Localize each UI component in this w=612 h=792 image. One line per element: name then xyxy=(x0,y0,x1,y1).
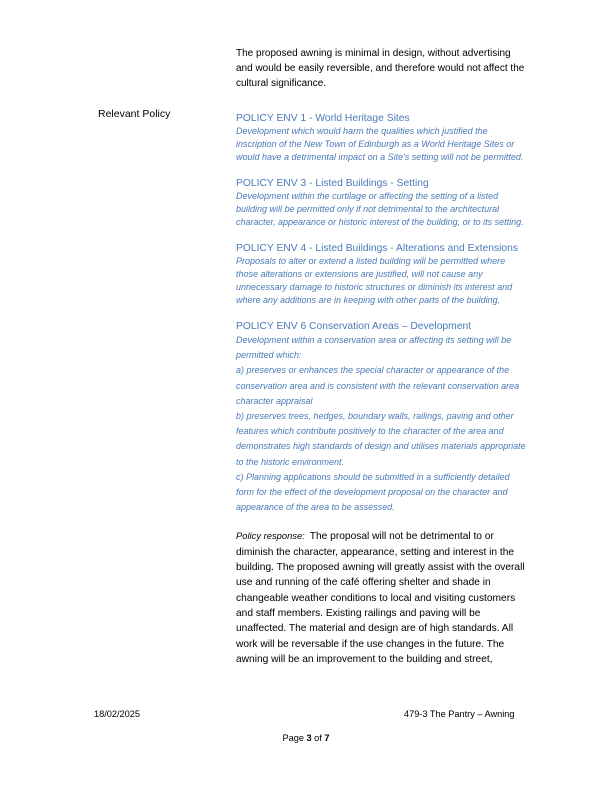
policy-clause-c: c) Planning applications should be submitted in a sufficiently detailed form for the effect of the development proposal on the character and appearance of the area to be assessed. xyxy=(236,471,510,513)
page-of: of xyxy=(311,733,325,743)
page-total: 7 xyxy=(324,733,330,743)
policy-env1 xyxy=(236,112,528,164)
policy-body: Proposals to alter or extend a listed building will be permitted where those alterations or extensions are justified, will not cause any unnecessary damage to historic structures or diminish its interest and where any additions are in keeping with other parts of the building. xyxy=(236,256,513,305)
policy-clause-b: b) preserves trees, hedges, boundary walls, railings, paving and other features which contribute positively to the character of the area and demonstrates high standards of design and utilises materials appropriate to the historic environment. xyxy=(236,411,526,467)
page-number xyxy=(0,733,612,743)
policy-env6 xyxy=(236,320,528,515)
footer-date: 18/02/2025 xyxy=(94,709,140,719)
policy-env3 xyxy=(236,177,528,229)
page-current: 3 xyxy=(306,733,312,743)
content-column xyxy=(236,46,528,667)
policy-title: POLICY ENV 3 - Listed Buildings - Setting xyxy=(236,178,429,189)
policy-body-line: Development within a conservation area or affecting its setting will be permitted which: xyxy=(236,335,512,361)
policy-body: Development within the curtilage or affecting the setting of a listed building will be permitted only if not detrimental to the architectural character, appearance or historic interest of the building, or to its setting. xyxy=(236,191,524,227)
policy-response-lead: Policy response: xyxy=(236,530,305,542)
policy-title: POLICY ENV 6 Conservation Areas – Development xyxy=(236,321,472,332)
intro-paragraph: The proposed awning is minimal in design, without advertising and would be easily reversible, and therefore would not affect the cultural significance. xyxy=(236,48,525,89)
policy-response-text: The proposal will not be detrimental to or diminish the character, appearance, setting and interest in the building. The proposed awning will greatly assist with the overall use and running of the café offering shelter and shade in changeable weather conditions to local and visiting customers and staff members. Existing railings and paving will be unaffected. The material and design are of high standards. All work will be reversable if the use changes in the future. The awning will be an improvement to the building and street, xyxy=(236,531,525,665)
policy-body: Development which would harm the qualities which justified the inscription of the New Town of Edinburgh as a World Heritage Sites or would have a detrimental impact on a Site's setting will not be permitted. xyxy=(236,126,524,162)
policy-response xyxy=(236,528,528,667)
policy-clause-a: a) preserves or enhances the special character or appearance of the conservation area and is consistent with the relevant conservation area character appraisal xyxy=(236,365,520,406)
policy-title: POLICY ENV 4 - Listed Buildings - Alterations and Extensions xyxy=(236,243,518,254)
page-prefix: Page xyxy=(282,733,307,743)
policy-env4 xyxy=(236,242,528,307)
footer-reference: 479-3 The Pantry – Awning xyxy=(404,709,515,719)
section-label xyxy=(98,107,170,122)
policy-title: POLICY ENV 1 - World Heritage Sites xyxy=(236,113,410,124)
relevant-policy-label: Relevant Policy xyxy=(98,108,171,120)
